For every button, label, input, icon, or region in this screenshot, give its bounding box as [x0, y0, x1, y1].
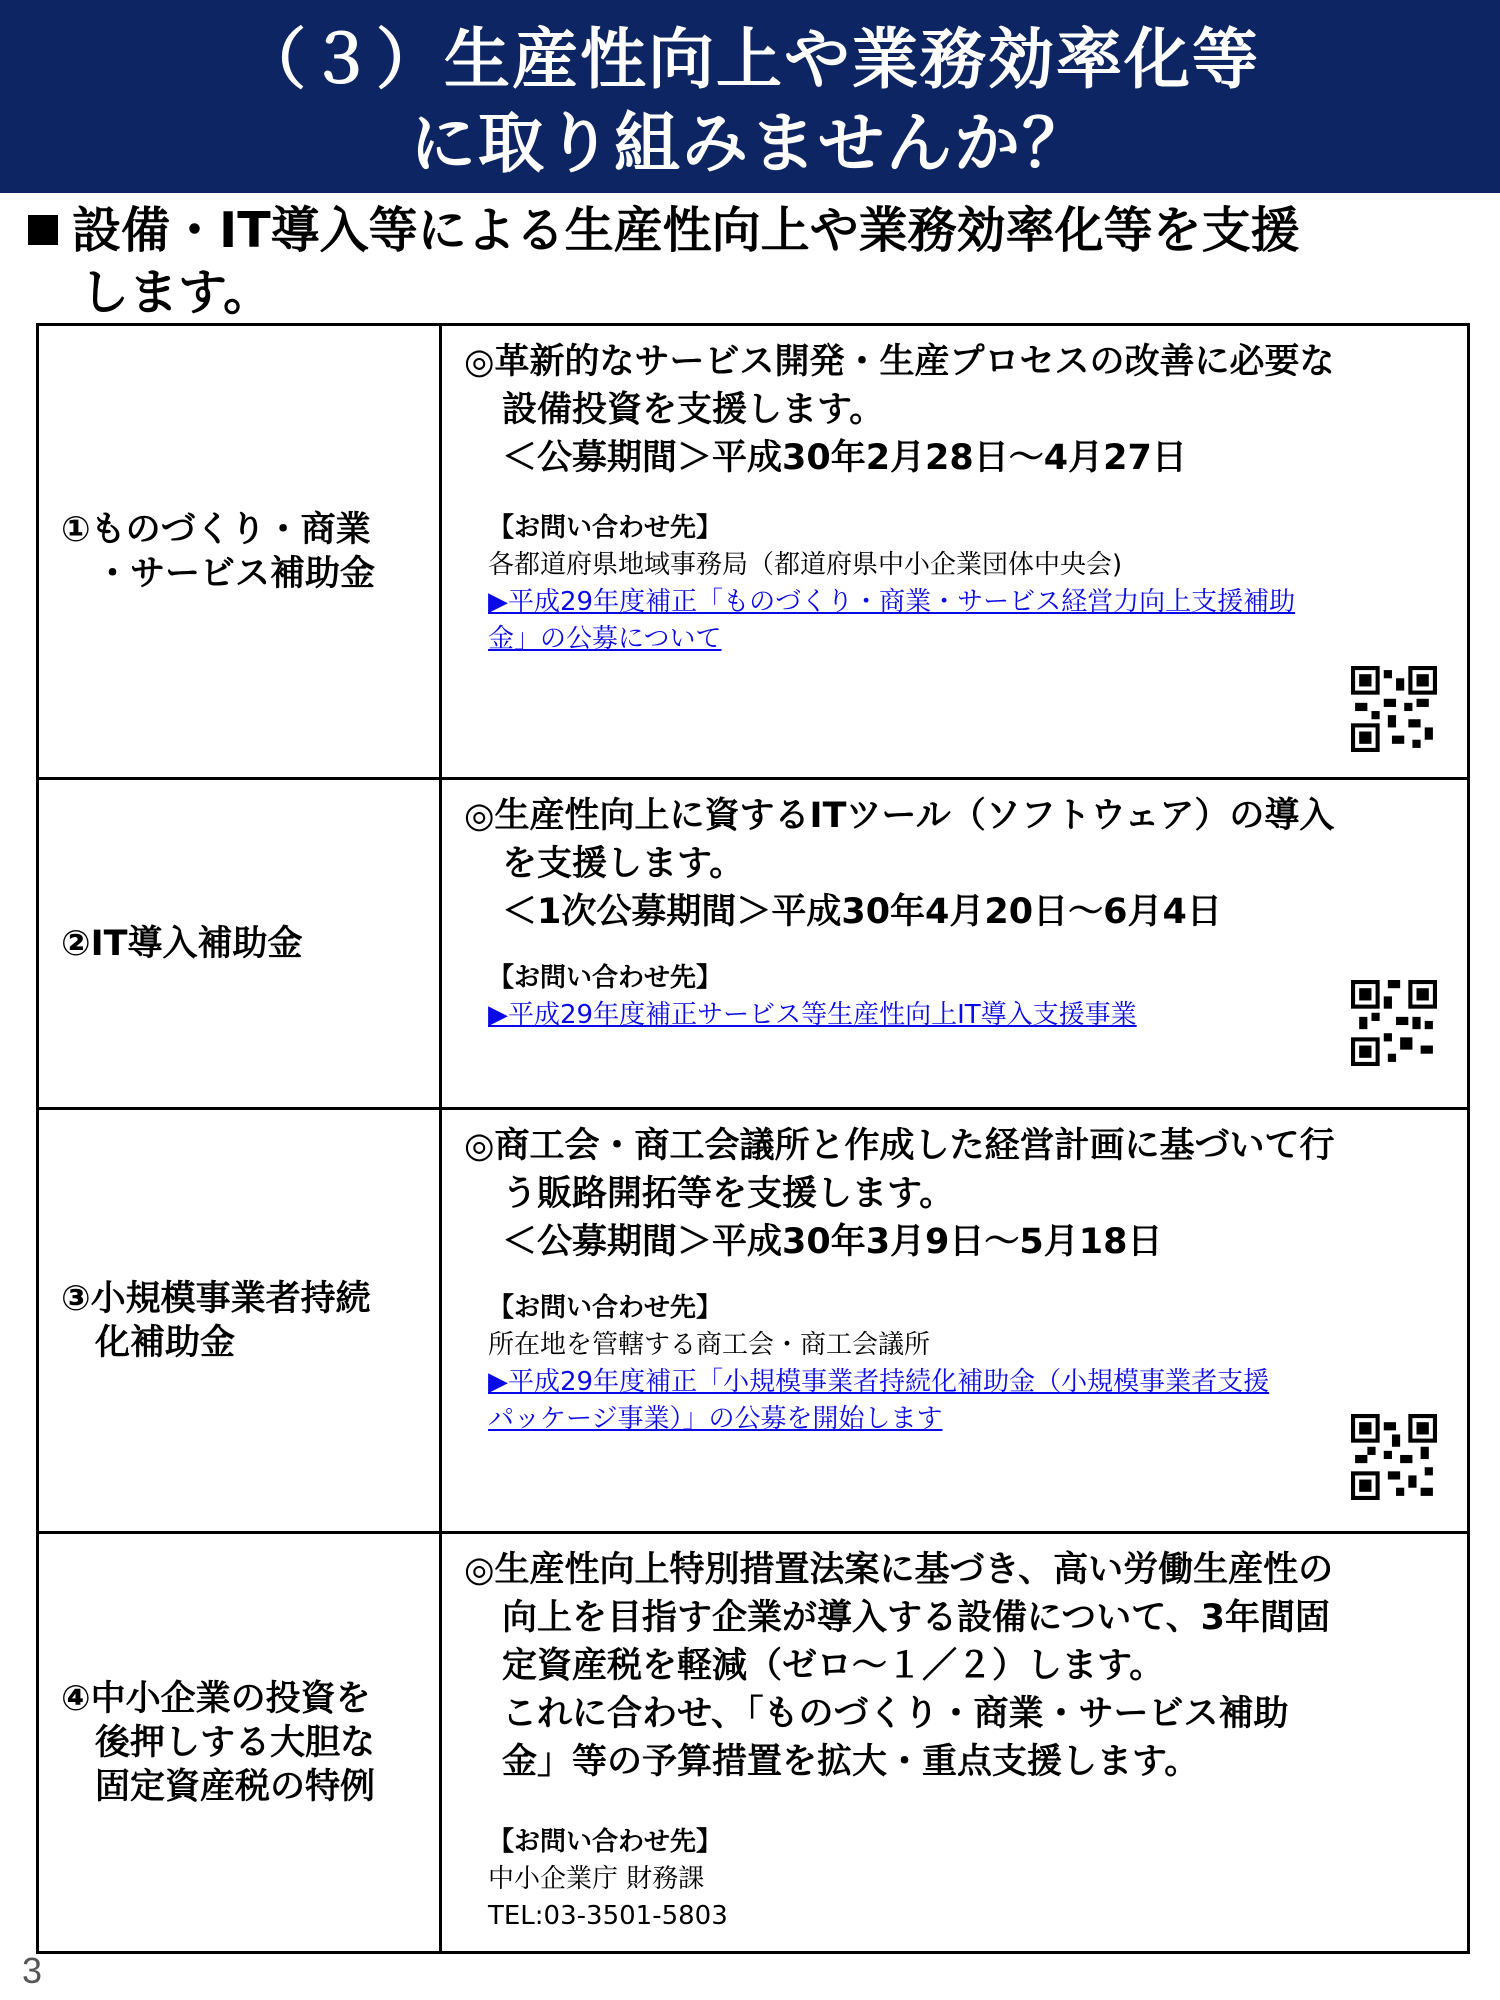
program-name-cell [38, 779, 441, 1109]
page-number: 3 [22, 1950, 43, 1991]
program-link[interactable]: 金」の公募について [488, 624, 722, 654]
square-bullet-icon [28, 215, 58, 245]
title-banner [0, 0, 1500, 193]
program-link[interactable]: ▶平成29年度補正サービス等生産性向上IT導入支援事業 [488, 1000, 1137, 1030]
program-detail-cell [441, 325, 1469, 779]
program-description: ◎革新的なサービス開発・生産プロセスの改善に必要な 設備投資を支援します。 ＜公募期間＞平成30年2月28日～4月27日 [464, 342, 1335, 478]
program-detail-cell [441, 779, 1469, 1109]
qr-code-icon [1351, 980, 1437, 1066]
contact-text: 中小企業庁 財務課 [488, 1864, 705, 1894]
program-description: ◎生産性向上特別措置法案に基づき、高い労働生産性の 向上を目指す企業が導入する設備について、3年間固 定資産税を軽減（ゼロ～１／２）します。 これに合わせ、「ものづくり・商業・サービス補助 金」等の予算措置を拡大・重点支援します。 [464, 1550, 1334, 1782]
support-programs-table [36, 323, 1470, 1954]
program-link[interactable]: ▶平成29年度補正「小規模事業者持続化補助金（小規模事業者支援 [488, 1367, 1270, 1397]
contact-heading: 【お問い合わせ先】 [488, 963, 723, 993]
section-heading-line-2: します。 [80, 264, 273, 321]
contact-info [488, 960, 1451, 1034]
contact-info [488, 1290, 1451, 1438]
table-row [38, 1533, 1469, 1953]
qr-code-icon [1351, 666, 1437, 752]
qr-code-icon [1351, 1414, 1437, 1500]
program-link[interactable]: パッケージ事業）」の公募を開始します [488, 1404, 943, 1434]
contact-info [488, 1824, 1451, 1935]
section-heading [28, 200, 1478, 324]
program-name: ①ものづくり・商業 ・サービス補助金 [61, 509, 376, 594]
program-name: ③小規模事業者持続 化補助金 [61, 1278, 371, 1363]
contact-text: 所在地を管轄する商工会・商工会議所 [488, 1330, 931, 1360]
program-link[interactable]: ▶平成29年度補正「ものづくり・商業・サービス経営力向上支援補助 [488, 587, 1296, 617]
program-name-cell [38, 1109, 441, 1533]
page-title-line-1: （３）生産性向上や業務効率化等 [240, 21, 1260, 98]
program-detail-cell [441, 1109, 1469, 1533]
section-heading-line-1: 設備・IT導入等による生産性向上や業務効率化等を支援 [72, 202, 1300, 259]
program-name-cell [38, 325, 441, 779]
table-row [38, 779, 1469, 1109]
contact-heading: 【お問い合わせ先】 [488, 1827, 723, 1857]
page-title-line-2: に取り組みませんか？ [410, 105, 1090, 182]
table-row [38, 325, 1469, 779]
program-name: ④中小企業の投資を 後押しする大胆な 固定資産税の特例 [61, 1678, 376, 1807]
contact-heading: 【お問い合わせ先】 [488, 1293, 723, 1323]
contact-info [488, 510, 1451, 658]
program-detail-cell [441, 1533, 1469, 1953]
program-description: ◎商工会・商工会議所と作成した経営計画に基づいて行 う販路開拓等を支援します。 ＜公募期間＞平成30年3月9日～5月18日 [464, 1126, 1335, 1262]
contact-heading: 【お問い合わせ先】 [488, 513, 723, 543]
program-description: ◎生産性向上に資するITツール（ソフトウェア）の導入 を支援します。 ＜1次公募期間＞平成30年4月20日～6月4日 [464, 796, 1335, 932]
table-row [38, 1109, 1469, 1533]
program-name: ②IT導入補助金 [61, 923, 303, 964]
contact-phone: TEL:03-3501-5803 [488, 1901, 728, 1931]
contact-text: 各都道府県地域事務局（都道府県中小企業団体中央会) [488, 550, 1123, 580]
program-name-cell [38, 1533, 441, 1953]
